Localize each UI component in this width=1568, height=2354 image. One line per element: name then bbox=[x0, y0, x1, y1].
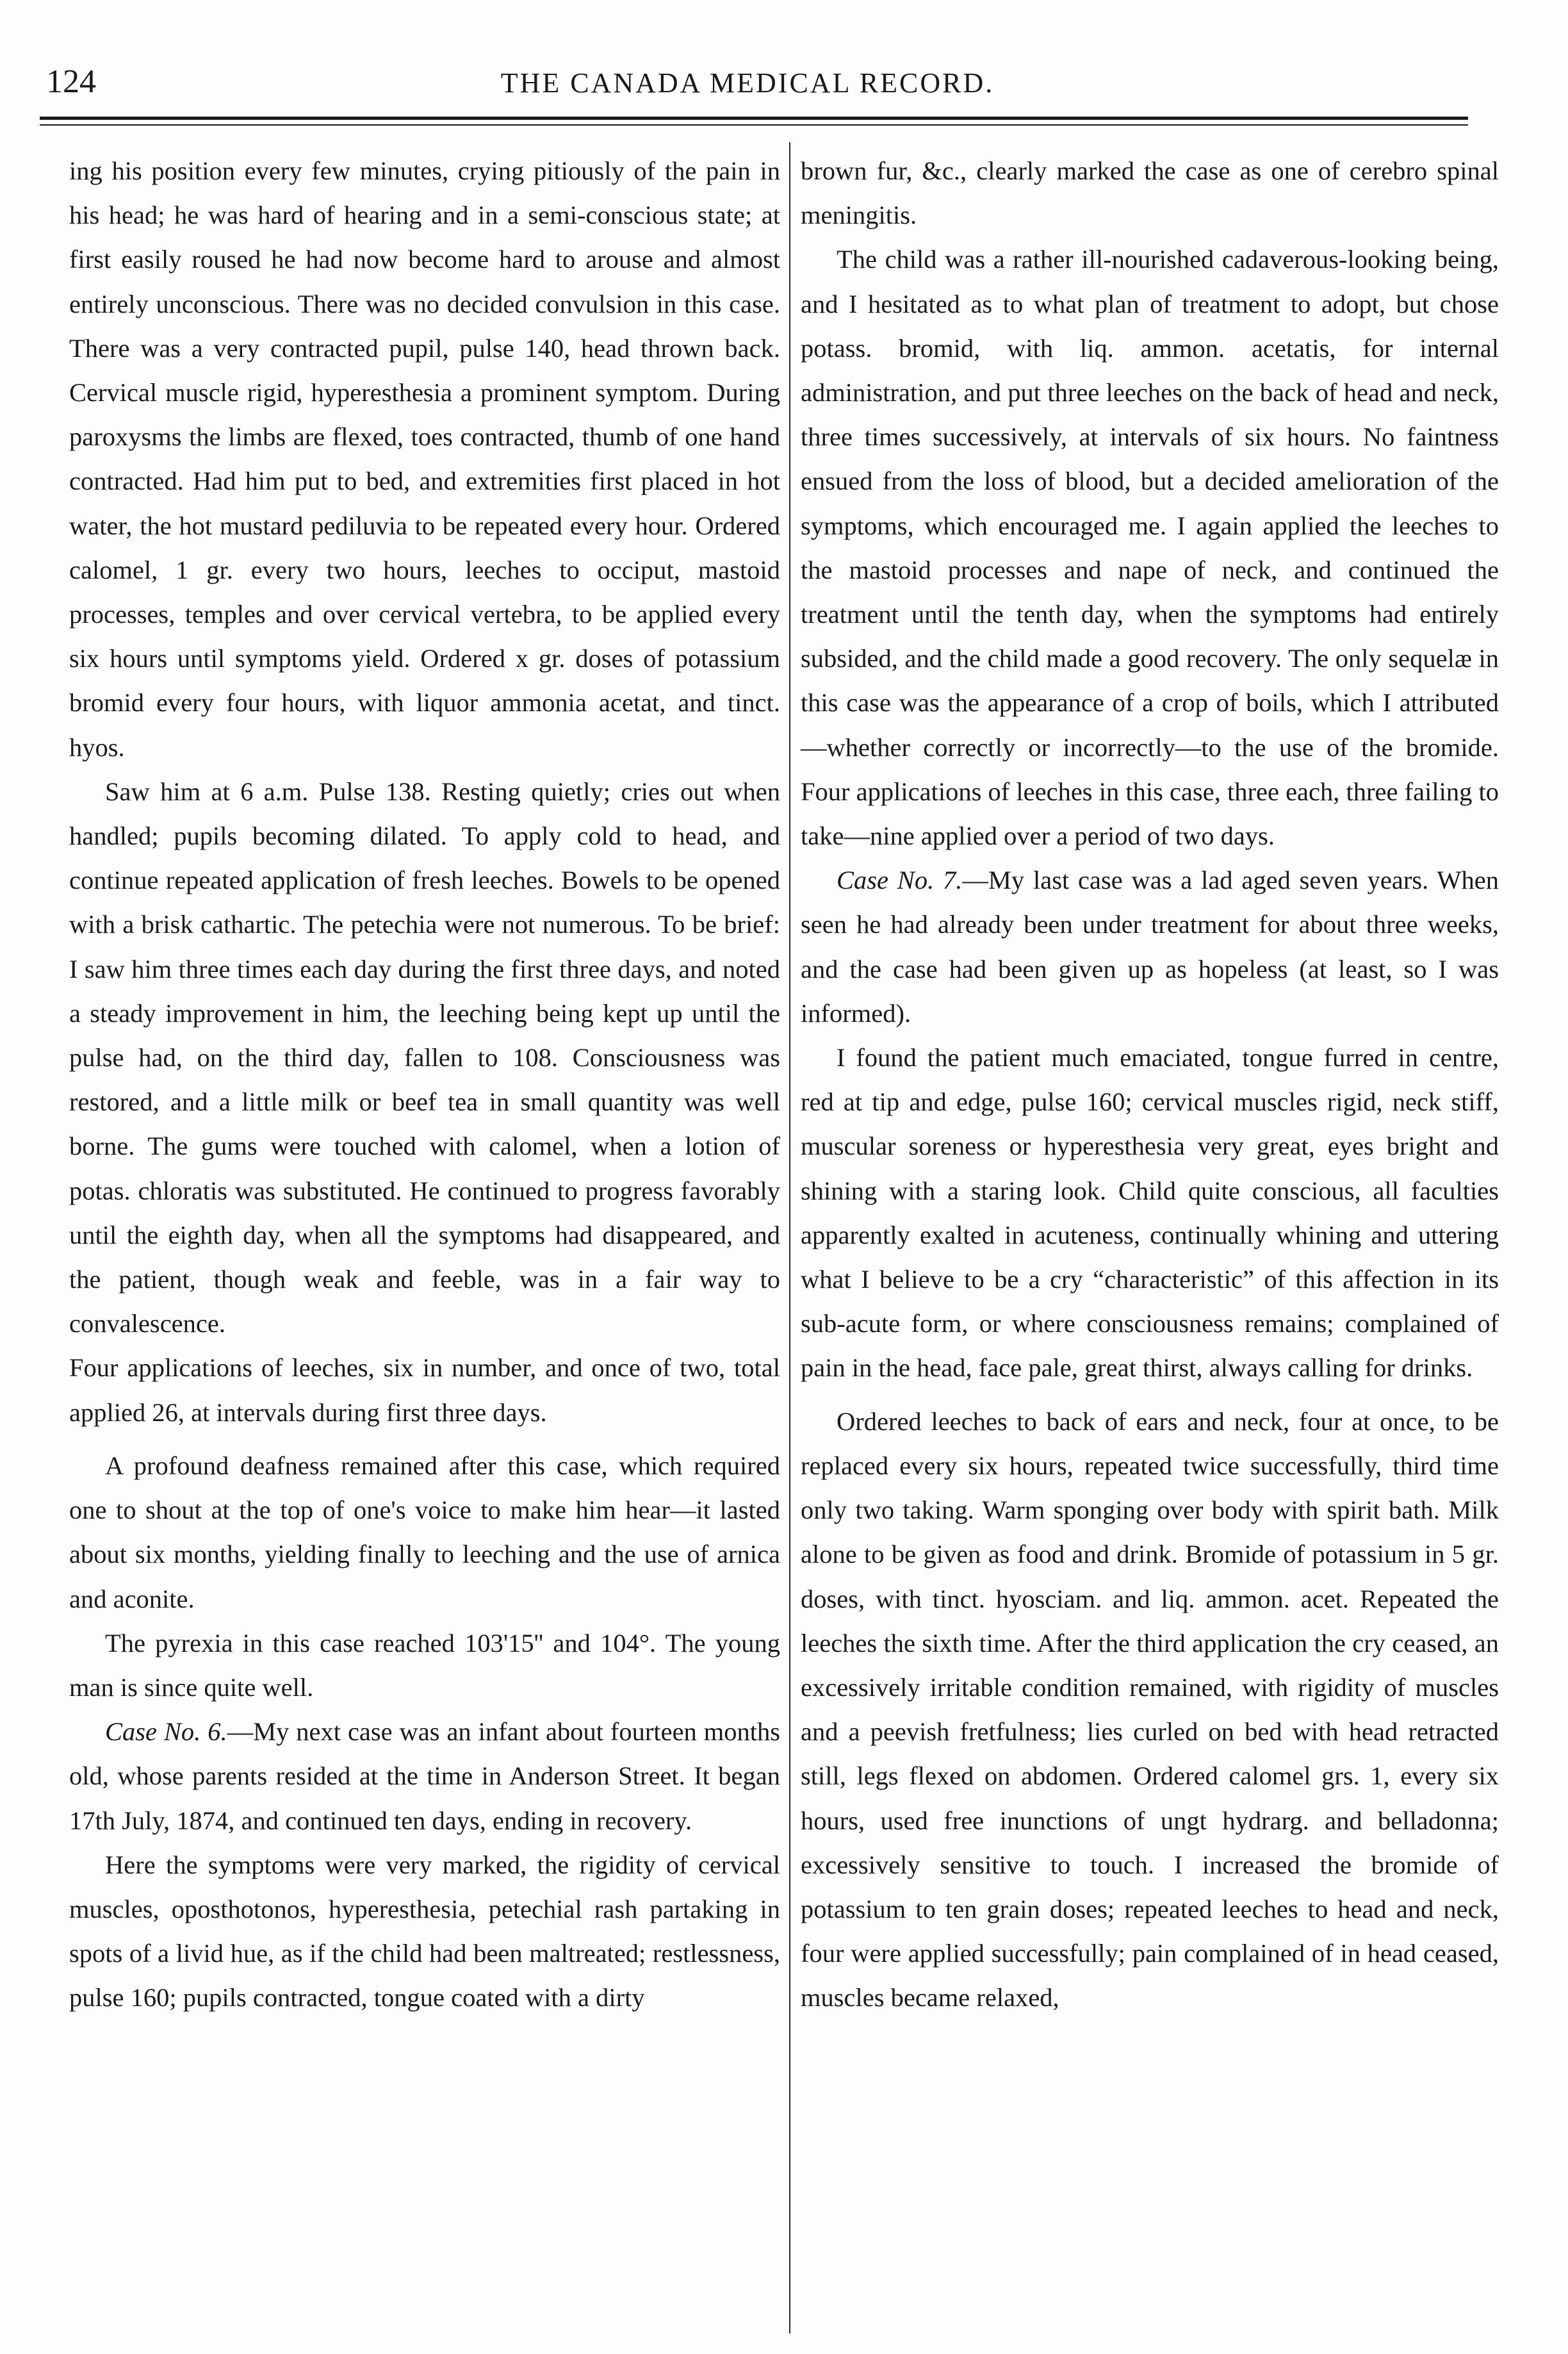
paragraph: The child was a rather ill-nourished cadaverous-looking being, and I hesitated as to what plan of treatment to adopt, but chose potass. bromid, with liq. ammon. acetatis, for internal administration, and put three leeches on the back of head and neck, three times successively, at intervals of six hours. No faintness ensued from the loss of blood, but a decided amelioration of the symptoms, which encouraged me. I again applied the leeches to the mastoid processes and nape of neck, and continued the treatment until the tenth day, when the symptoms had entirely subsided, and the child made a good recovery. The only sequelæ in this case was the appearance of a crop of boils, which I attributed —whether correctly or incorrectly—to the use of the bromide. Four applications of leeches in this case, three each, three failing to take—nine applied over a period of two days. bbox=[801, 245, 1499, 851]
running-title: THE CANADA MEDICAL RECORD. bbox=[500, 67, 995, 99]
paragraph: A profound deafness remained after this case, which required one to shout at the top of one's voice to make him hear—it lasted about six months, yielding finally to leeching and the use of arnica and aconite. bbox=[69, 1451, 780, 1613]
paragraph: Here the symptoms were very marked, the rigidity of cervical muscles, oposthotonos, hyperesthesia, petechial rash partaking in spots of a livid hue, as if the child had been maltreated; restlessness, pulse 160; pupils contracted, tongue coated with a dirty bbox=[69, 1850, 780, 2012]
header-rule-thick bbox=[40, 117, 1468, 120]
page-number: 124 bbox=[46, 63, 96, 100]
case-heading: Case No. 7. bbox=[837, 866, 963, 895]
paragraph: Case No. 7.—My last case was a lad aged seven years. When seen he had already been under treatment for about three weeks, and the case had been given up as hopeless (at least, so I was informed). bbox=[801, 866, 1499, 1028]
page-header bbox=[40, 59, 1455, 111]
paragraph: Ordered leeches to back of ears and neck, four at once, to be replaced every six hours, repeated twice successfully, third time only two taking. Warm sponging over body with spirit bath. Milk alone to be given as food and drink. Bromide of potassium in 5 gr. doses, with tinct. hyosciam. and liq. ammon. acet. Repeated the leeches the sixth time. After the third application the cry ceased, an excessively irritable condition remained, with rigidity of muscles and a peevish fretfulness; lies curled on bed with head retracted still, legs flexed on abdomen. Ordered calomel grs. 1, every six hours, used free inunctions of ungt hydrarg. and belladonna; excessively sensitive to touch. I increased the bromide of potassium to ten grain doses; repeated leeches to head and neck, four were applied successfully; pain complained of in head ceased, muscles became relaxed, bbox=[801, 1406, 1499, 2012]
header-rule-thin bbox=[40, 124, 1468, 126]
right-column bbox=[801, 149, 1499, 2020]
column-divider bbox=[789, 142, 790, 2333]
paragraph: Saw him at 6 a.m. Pulse 138. Resting quietly; cries out when handled; pupils becoming dilated. To apply cold to head, and continue repeated application of fresh leeches. Bowels to be opened with a brisk cathartic. The petechia were not numerous. To be brief: I saw him three times each day during the first three days, and noted a steady improvement in him, the leeching being kept up until the pulse had, on the third day, fallen to 108. Consciousness was restored, and a little milk or beef tea in small quantity was well borne. The gums were touched with calomel, when a lotion of potas. chloratis was substituted. He continued to progress favorably until the eighth day, when all the symptoms had disappeared, and the patient, though weak and feeble, was in a fair way to convalescence. bbox=[69, 777, 780, 1338]
paragraph: Four applications of leeches, six in number, and once of two, total applied 26, at intervals during first three days. bbox=[69, 1353, 780, 1427]
case-heading: Case No. 6. bbox=[105, 1717, 227, 1747]
paragraph: brown fur, &c., clearly marked the case as one of cerebro spinal meningitis. bbox=[801, 156, 1499, 230]
paragraph: Case No. 6.—My next case was an infant about fourteen months old, whose parents resided at the time in Anderson Street. It began 17th July, 1874, and continued ten days, ending in recovery. bbox=[69, 1717, 780, 1835]
left-column bbox=[69, 149, 780, 2020]
paragraph: ing his position every few minutes, crying pitiously of the pain in his head; he was hard of hearing and in a semi-conscious state; at first easily roused he had now become hard to arouse and almost entirely unconscious. There was no decided convulsion in this case. There was a very contracted pupil, pulse 140, head thrown back. Cervical muscle rigid, hyperesthesia a prominent symptom. During paroxysms the limbs are flexed, toes contracted, thumb of one hand contracted. Had him put to bed, and extremities first placed in hot water, the hot mustard pediluvia to be repeated every hour. Ordered calomel, 1 gr. every two hours, leeches to occiput, mastoid processes, temples and over cervical vertebra, to be applied every six hours until symptoms yield. Ordered x gr. doses of potassium bromid every four hours, with liquor ammonia acetat, and tinct. hyos. bbox=[69, 156, 780, 762]
paragraph: The pyrexia in this case reached 103'15'' and 104°. The young man is since quite well. bbox=[69, 1628, 780, 1702]
paragraph: I found the patient much emaciated, tongue furred in centre, red at tip and edge, pulse 160; cervical muscles rigid, neck stiff, muscular soreness or hyperesthesia very great, eyes bright and shining with a staring look. Child quite conscious, all faculties apparently exalted in acuteness, continually whining and uttering what I believe to be a cry “characteristic” of this affection in its sub-acute form, or where consciousness remains; complained of pain in the head, face pale, great thirst, always calling for drinks. bbox=[801, 1043, 1499, 1383]
